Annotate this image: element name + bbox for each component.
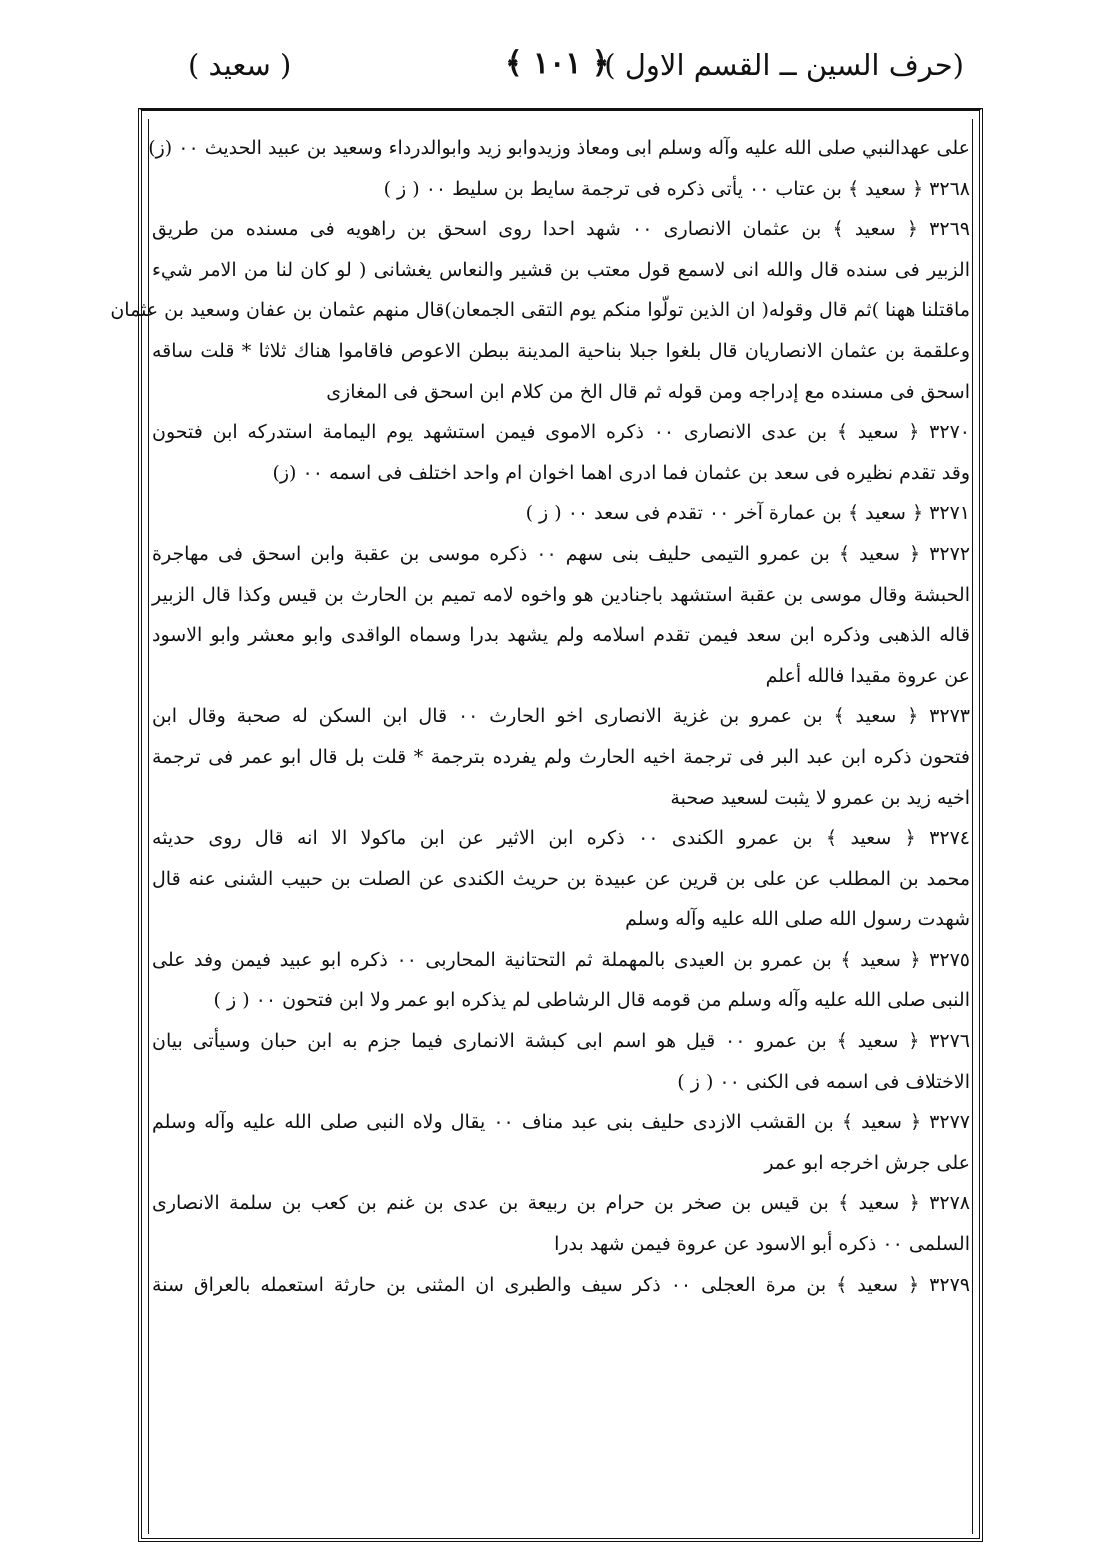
text-line: محمد بن المطلب عن على بن قرين عن عبيدة بن حريث الكندى عن الصلت بن حبيب الشنى عنه قال bbox=[152, 867, 970, 890]
running-head: ( سعيد ) bbox=[188, 48, 292, 82]
entry-3274: ٣٢٧٤ ﴿ سعيد ﴾ بن عمرو الكندى ٠٠ ذكره ابن الاثير عن ابن ماكولا الا انه قال روى حديثه bbox=[152, 827, 970, 850]
text-line: ماقتلنا ههنا )ثم قال وقوله( ان الذين تولّوا منكم يوم التقى الجمعان)قال منهم عثمان بن عفان وسعيد بن عثمان bbox=[110, 299, 970, 322]
entry-3270: ٣٢٧٠ ﴿ سعيد ﴾ بن عدى الانصارى ٠٠ ذكره الاموى فيمن استشهد يوم اليمامة استدركه ابن فتحون bbox=[152, 421, 970, 444]
text-line: قاله الذهبى وذكره ابن سعد فيمن تقدم اسلامه ولم يشهد بدرا وسماه الواقدى وابو معشر وابو الاسود bbox=[152, 624, 970, 647]
text-line: الحبشة وقال موسى بن عقبة استشهد باجنادين هو واخوه لامه تميم بن الحارث بن قيس وكذا قال الزبير bbox=[152, 583, 970, 606]
entry-3269: ٣٢٦٩ ﴿ سعيد ﴾ بن عثمان الانصارى ٠٠ شهد احدا روى اسحق بن راهويه فى مسنده من طريق bbox=[152, 218, 970, 241]
text-line: اخيه زيد بن عمرو لا يثبت لسعيد صحبة bbox=[670, 786, 970, 809]
text-line: على جرش اخرجه ابو عمر bbox=[764, 1151, 970, 1174]
page-header bbox=[150, 42, 970, 102]
text-line: عن عروة مقيدا فالله أعلم bbox=[765, 664, 970, 687]
text-line: النبى صلى الله عليه وآله وسلم من قومه قال الرشاطى لم يذكره ابو عمر ولا ابن فتحون ٠٠ ( ز ) bbox=[213, 989, 970, 1012]
page-number: ﴿ ١٠١ ﴾ bbox=[505, 46, 610, 81]
entry-3275: ٣٢٧٥ ﴿ سعيد ﴾ بن عمرو بن العيدى بالمهملة ثم التحتانية المحاربى ٠٠ ذكره ابو عبيد فيمن وفد على bbox=[152, 948, 970, 971]
text-line: اسحق فى مسنده مع إدراجه ومن قوله ثم قال الخ من كلام ابن اسحق فى المغازى bbox=[326, 380, 970, 403]
entry-3278: ٣٢٧٨ ﴿ سعيد ﴾ بن قيس بن صخر بن حرام بن ربيعة بن عدى بن غنم بن كعب بن سلمة الانصارى bbox=[152, 1192, 970, 1215]
entry-3273: ٣٢٧٣ ﴿ سعيد ﴾ بن عمرو بن غزية الانصارى اخو الحارث ٠٠ قال ابن السكن له صحبة وقال ابن bbox=[152, 705, 970, 728]
entry-3272: ٣٢٧٢ ﴿ سعيد ﴾ بن عمرو التيمى حليف بنى سهم ٠٠ ذكره موسى بن عقبة وابن اسحق فى مهاجرة bbox=[152, 542, 970, 565]
text-line: فتحون ذكره ابن عبد البر فى ترجمة اخيه الحارث ولم يفرده بترجمة * قلت بل قال ابو عمر فى ترجمة bbox=[152, 745, 970, 768]
page-title: (حرف السين ــ القسم الاول ) bbox=[604, 48, 964, 82]
body-text bbox=[110, 128, 970, 1305]
entry-3276: ٣٢٧٦ ﴿ سعيد ﴾ بن عمرو ٠٠ قيل هو اسم ابى كبشة الانمارى فيما جزم به ابن حبان وسيأتى بيان bbox=[152, 1030, 970, 1053]
text-line: الزبير فى سنده قال والله انى لاسمع قول معتب بن قشير والنعاس يغشانى ( لو كان لنا من الامر شيء bbox=[152, 258, 970, 281]
entry-3279: ٣٢٧٩ ﴿ سعيد ﴾ بن مرة العجلى ٠٠ ذكر سيف والطبرى ان المثنى بن حارثة استعمله بالعراق سنة bbox=[152, 1273, 970, 1296]
text-line: الاختلاف فى اسمه فى الكنى ٠٠ ( ز ) bbox=[677, 1070, 970, 1093]
text-line: وقد تقدم نظيره فى سعد بن عثمان فما ادرى اهما اخوان ام واحد اختلف فى اسمه ٠٠ (ز) bbox=[272, 461, 970, 484]
text-line: على عهدالنبي صلى الله عليه وآله وسلم ابى ومعاذ وزيدوابو زيد وابوالدرداء وسعيد بن عبيد الحديث ٠٠ (ز) bbox=[148, 137, 970, 159]
entry-3271: ٣٢٧١ ﴿ سعيد ﴾ بن عمارة آخر ٠٠ تقدم فى سعد ٠٠ ( ز ) bbox=[525, 502, 970, 525]
text-line: السلمى ٠٠ ذكره أبو الاسود عن عروة فيمن شهد بدرا bbox=[554, 1233, 970, 1256]
text-line: شهدت رسول الله صلى الله عليه وآله وسلم bbox=[625, 908, 970, 931]
text-line: وعلقمة بن عثمان الانصاريان قال بلغوا جبلا بناحية المدينة ببطن الاعوص فاقاموا هناك ثلاثا * قلت ساقه bbox=[152, 339, 970, 362]
entry-3277: ٣٢٧٧ ﴿ سعيد ﴾ بن القشب الازدى حليف بنى عبد مناف ٠٠ يقال ولاه النبى صلى الله عليه وآله وسلم bbox=[152, 1111, 970, 1134]
entry-3268: ٣٢٦٨ ﴿ سعيد ﴾ بن عتاب ٠٠ يأتى ذكره فى ترجمة سايط بن سليط ٠٠ ( ز ) bbox=[383, 177, 970, 200]
